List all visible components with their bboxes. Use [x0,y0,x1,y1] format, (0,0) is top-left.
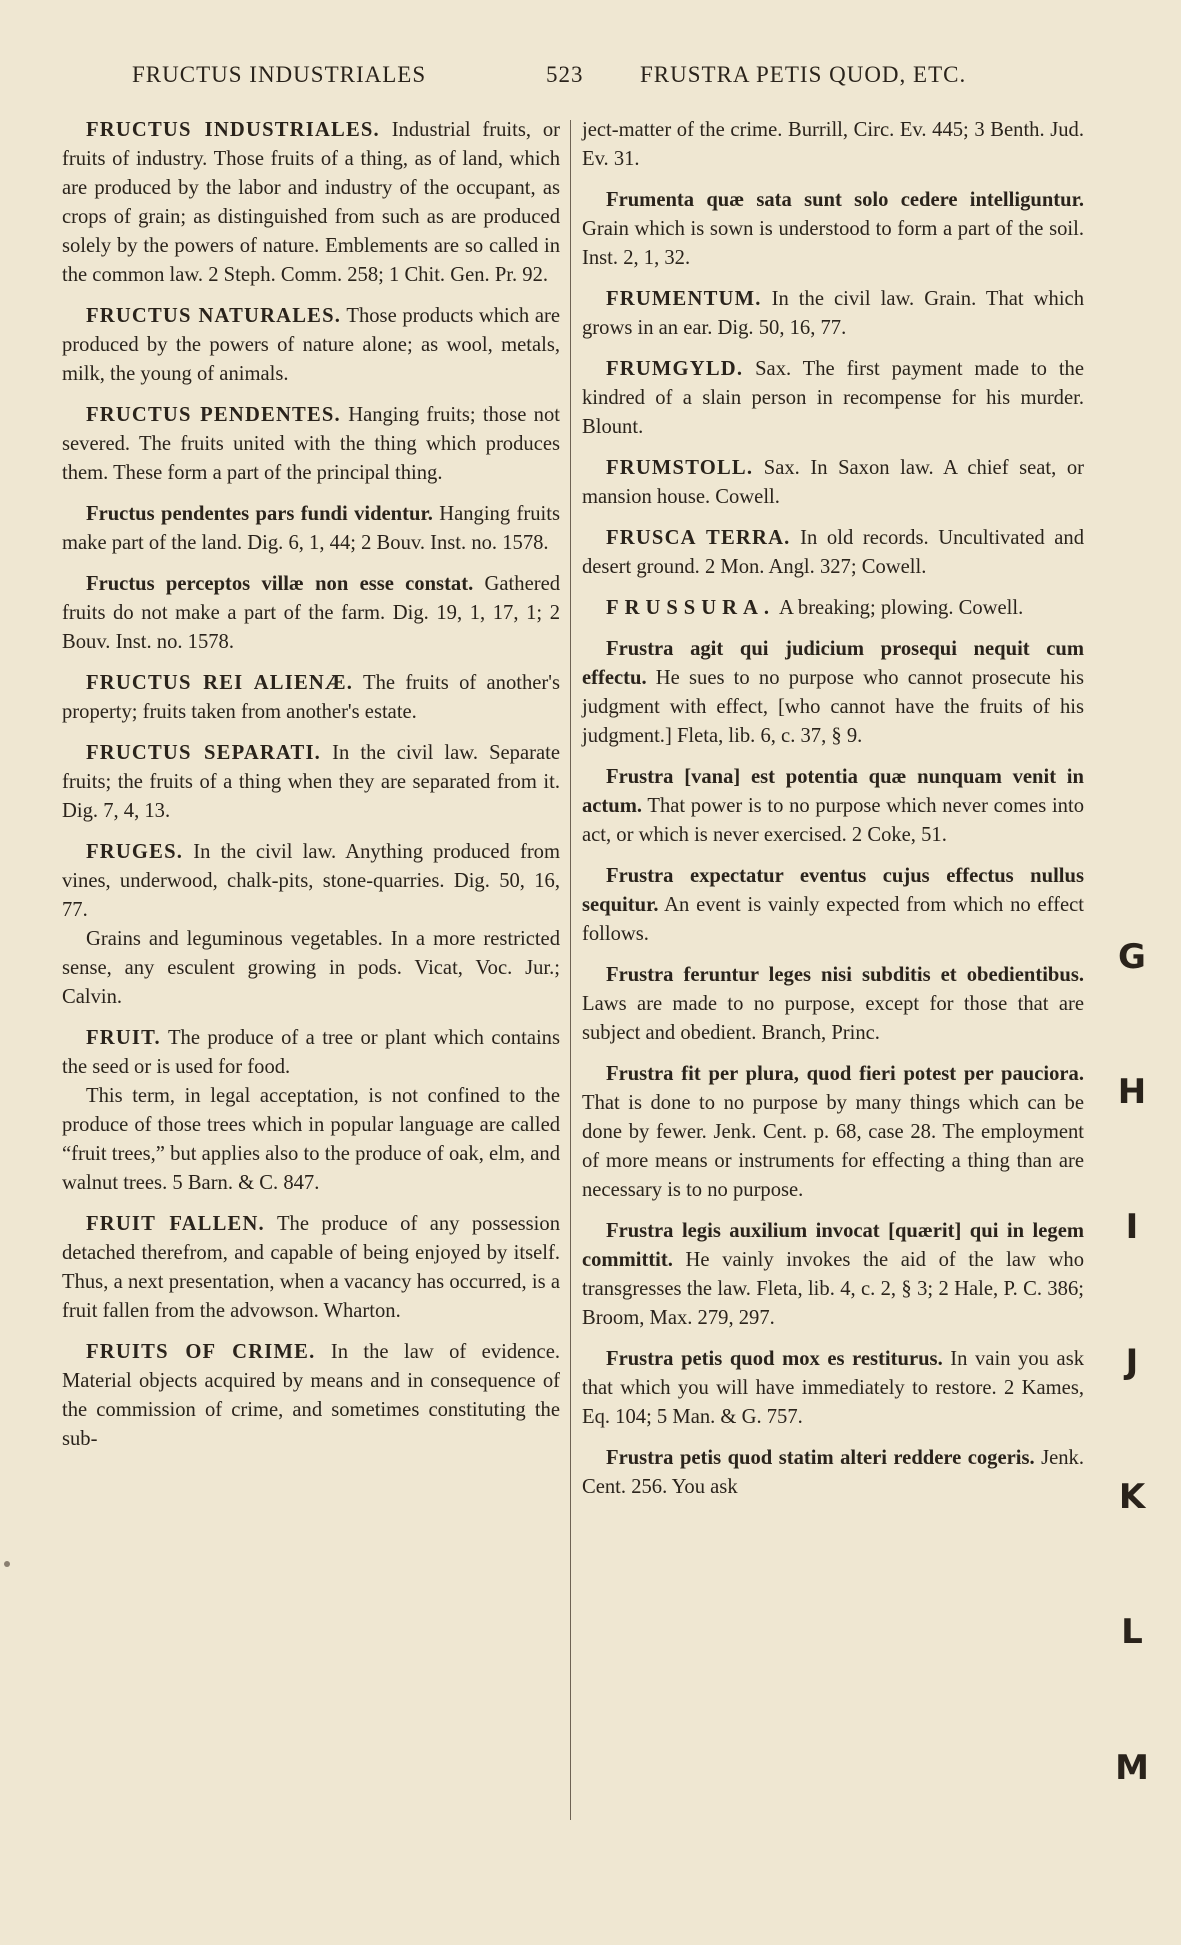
entry-maxim: Frumenta quæ sata sunt solo cedere intelliguntur. [606,189,1084,211]
entry-definition: He vainly invokes the aid of the law who transgresses the law. Fleta, lib. 4, c. 2, § 3; 2 Hale, P. C. 386; Broom, Max. 279, 297. [582,1249,1084,1329]
thumb-index-h[interactable]: H [1117,1072,1147,1112]
entry-definition: The produce of a tree or plant which contains the seed or is used for food. [62,1027,560,1078]
dictionary-entry [582,1444,1084,1502]
entry-definition: In the civil law. Anything produced from vines, underwood, chalk-pits, stone-quarries. Dig. 50, 16, 77. [62,841,560,921]
entry-headword: FRUCTUS PENDENTES. [86,404,341,426]
dictionary-entry [62,401,560,488]
entry-definition: In the law of evidence. Material objects acquired by means and in consequence of the commission of crime, and sometimes constituting the sub- [62,1341,560,1450]
dictionary-entry [62,739,560,826]
dictionary-entry [582,961,1084,1048]
entry-maxim: Fructus pendentes pars fundi videntur. [86,503,433,525]
entry-headword: FRUGES. [86,841,184,863]
dictionary-entry [582,862,1084,949]
entry-definition: Industrial fruits, or fruits of industry. Those fruits of a thing, as of land, which are produced by the labor and industry of the occupant, as crops of grain; as distinguished from such as are produced solely by the powers of nature. Emblements are so called in the common law. 2 Steph. Comm. 258; 1 Chit. Gen. Pr. 92. [62,119,560,286]
dictionary-entry [582,524,1084,582]
running-head-right: FRUSTRA PETIS QUOD, ETC. [640,62,967,87]
entry-definition: That is done to no purpose by many things which can be done by fewer. Jenk. Cent. p. 68, case 28. The employment of more means or instruments for effecting a thing than are necessary is to no purpose. [582,1092,1084,1201]
running-head [0,62,1181,96]
entry-headword: FRUCTUS NATURALES. [86,305,342,327]
entry-headword: FRUSSURA. [606,597,775,619]
entry-definition: Hanging fruits make part of the land. Dig. 6, 1, 44; 2 Bouv. Inst. no. 1578. [62,503,560,554]
page-number: 523 [546,62,584,87]
entry-headword: FRUCTUS REI ALIENÆ. [86,672,354,694]
entry-definition: The fruits of another's property; fruits taken from another's estate. [62,672,560,723]
entry-definition: An event is vainly expected from which no effect follows. [582,894,1084,945]
entry-definition: Gathered fruits do not make a part of the farm. Dig. 19, 1, 17, 1; 2 Bouv. Inst. no. 1578. [62,573,561,653]
thumb-index-m[interactable]: M [1115,1748,1149,1788]
margin-mark [4,1561,10,1567]
entry-definition: That power is to no purpose which never comes into act, or which is never exercised. 2 Coke, 51. [582,795,1084,846]
dictionary-entry [62,838,560,1012]
dictionary-entry [62,302,560,389]
entry-definition: Those products which are produced by the powers of nature alone; as wool, metals, milk, the young of animals. [62,305,560,385]
entry-maxim: Frustra feruntur leges nisi subditis et obedientibus. [606,964,1084,986]
entry-headword: FRUITS OF CRIME. [86,1341,316,1363]
dictionary-entry [582,1060,1084,1205]
entry-maxim: Frustra agit qui judicium prosequi nequit cum effectu. [582,638,1084,689]
dictionary-entry [62,1210,560,1326]
thumb-index-g[interactable]: G [1118,937,1146,977]
entry-maxim: Frustra [vana] est potentia quæ nunquam venit in actum. [582,766,1084,817]
dictionary-entry [582,1345,1084,1432]
entry-definition: Sax. In Saxon law. A chief seat, or mansion house. Cowell. [582,457,1084,508]
entry-definition: Hanging fruits; those not severed. The fruits united with the thing which produces them. These form a part of the principal thing. [62,404,560,484]
entry-definition: He sues to no purpose who cannot prosecute his judgment with effect, [who cannot have the fruits of his judgment.] Fleta, lib. 6, c. 37, § 9. [582,667,1084,747]
entry-additional-paragraph: Grains and leguminous vegetables. In a more restricted sense, any esculent growing in pods. Vicat, Voc. Jur.; Calvin. [62,928,560,1008]
entry-headword: FRUCTUS SEPARATI. [86,742,322,764]
thumb-index-l[interactable]: L [1121,1612,1143,1652]
entry-definition: The produce of any possession detached therefrom, and capable of being enjoyed by itself. Thus, a next presentation, when a vacancy has occurred, is a fruit fallen from the advowson. Wharton. [62,1213,560,1322]
entry-definition: In old records. Uncultivated and desert ground. 2 Mon. Angl. 327; Cowell. [582,527,1085,578]
dictionary-entry [582,355,1084,442]
entry-definition: Laws are made to no purpose, except for those that are subject and obedient. Branch, Princ. [582,993,1084,1044]
dictionary-entry [62,570,560,657]
entry-maxim: Frustra petis quod mox es restiturus. [606,1348,943,1370]
entry-maxim: Frustra legis auxilium invocat [quærit] qui in legem committit. [582,1220,1084,1271]
column-divider [570,120,571,1820]
dictionary-entry [582,285,1084,343]
left-column [62,116,560,1466]
entry-headword: FRUSCA TERRA. [606,527,791,549]
dictionary-entry [582,186,1084,273]
entry-maxim: Frustra expectatur eventus cujus effectus nullus sequitur. [582,865,1084,916]
entry-headword: FRUIT FALLEN. [86,1213,265,1235]
dictionary-entry [582,1217,1084,1333]
entry-definition: Grain which is sown is understood to form a part of the soil. Inst. 2, 1, 32. [582,218,1084,269]
entry-definition: In the civil law. Grain. That which grows in an ear. Dig. 50, 16, 77. [582,288,1084,339]
entry-definition: Sax. The first payment made to the kindred of a slain person in recompense for his murder. Blount. [582,358,1084,438]
thumb-index-j[interactable]: J [1125,1342,1139,1382]
entry-maxim: Frustra petis quod statim alteri reddere cogeris. [606,1447,1035,1469]
entry-definition: ject-matter of the crime. Burrill, Circ. Ev. 445; 3 Benth. Jud. Ev. 31. [582,119,1084,170]
entry-maxim: Frustra fit per plura, quod fieri potest per pauciora. [606,1063,1084,1085]
entry-definition: In the civil law. Separate fruits; the fruits of a thing when they are separated from it. Dig. 7, 4, 13. [62,742,560,822]
entry-definition: A breaking; plowing. Cowell. [775,597,1024,619]
dictionary-entry [582,116,1084,174]
dictionary-entry [582,635,1084,751]
dictionary-entry [62,116,560,290]
dictionary-entry [62,500,560,558]
dictionary-entry [62,1024,560,1198]
running-head-left: FRUCTUS INDUSTRIALES [132,62,427,87]
entry-maxim: Fructus perceptos villæ non esse constat. [86,573,474,595]
entry-headword: FRUMSTOLL. [606,457,754,479]
dictionary-entry [582,454,1084,512]
thumb-index-i[interactable]: I [1125,1207,1139,1247]
entry-headword: FRUIT. [86,1027,161,1049]
dictionary-entry [62,1338,560,1454]
dictionary-entry [582,594,1084,623]
entry-headword: FRUMENTUM. [606,288,762,310]
thumb-index-k[interactable]: K [1118,1477,1146,1517]
entry-additional-paragraph: This term, in legal acceptation, is not confined to the produce of those trees which in popular language are called “fruit trees,” but applies also to the produce of oak, elm, and walnut trees. 5 Barn. & C. 847. [62,1085,560,1194]
dictionary-entry [582,763,1084,850]
entry-headword: FRUCTUS INDUSTRIALES. [86,119,380,141]
right-column [582,116,1084,1514]
entry-definition: In vain you ask that which you will have immediately to restore. 2 Kames, Eq. 104; 5 Man. & G. 757. [582,1348,1085,1428]
dictionary-entry [62,669,560,727]
entry-definition: Jenk. Cent. 256. You ask [582,1447,1084,1498]
entry-headword: FRUMGYLD. [606,358,744,380]
